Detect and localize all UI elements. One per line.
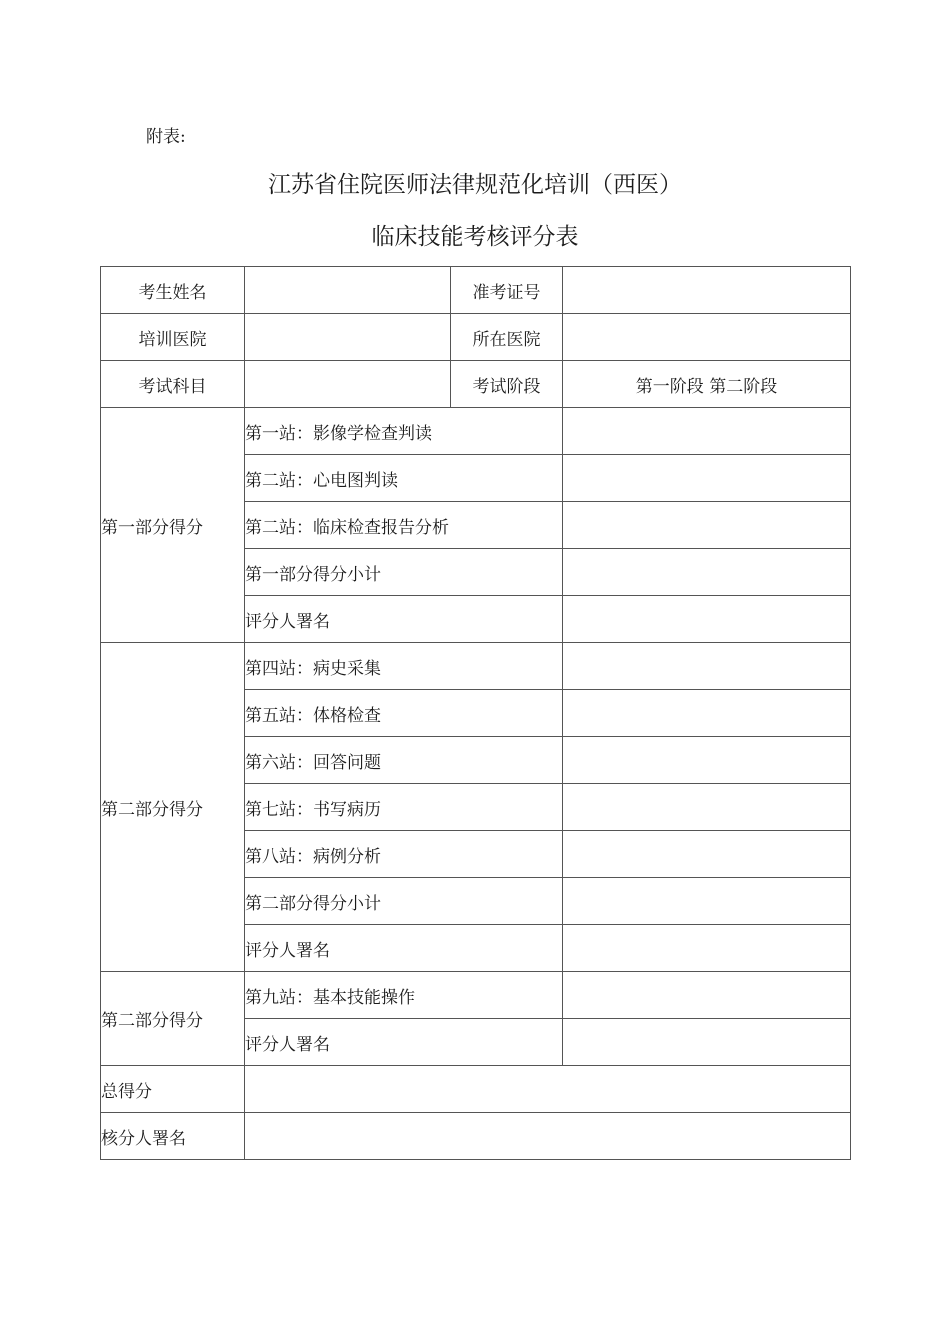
part1-item-label: 第二站：临床检查报告分析 (245, 502, 563, 549)
score-field[interactable] (563, 690, 851, 737)
current-hospital-label: 所在医院 (451, 314, 563, 361)
exam-id-label: 准考证号 (451, 267, 563, 314)
score-field[interactable] (563, 784, 851, 831)
score-field[interactable] (563, 455, 851, 502)
part3-grader-label: 评分人署名 (245, 1019, 563, 1066)
part2-item-label: 第四站：病史采集 (245, 643, 563, 690)
score-field[interactable] (563, 502, 851, 549)
total-score-label: 总得分 (101, 1066, 245, 1113)
total-score-field[interactable] (245, 1066, 851, 1113)
attachment-label: 附表: (146, 127, 186, 147)
checker-signature-label: 核分人署名 (101, 1113, 245, 1160)
signature-field[interactable] (563, 1019, 851, 1066)
table-row (101, 972, 851, 1019)
part1-item-label: 第一站：影像学检查判读 (245, 408, 563, 455)
part2-label: 第二部分得分 (101, 643, 245, 972)
part2-item-label: 第八站：病例分析 (245, 831, 563, 878)
training-hospital-label: 培训医院 (101, 314, 245, 361)
score-field[interactable] (563, 737, 851, 784)
subtotal-field[interactable] (563, 549, 851, 596)
part3-label: 第二部分得分 (101, 972, 245, 1066)
signature-field[interactable] (563, 596, 851, 643)
checker-signature-field[interactable] (245, 1113, 851, 1160)
part3-item-label: 第九站：基本技能操作 (245, 972, 563, 1019)
part2-item-label: 第五站：体格检查 (245, 690, 563, 737)
score-field[interactable] (563, 972, 851, 1019)
signature-field[interactable] (563, 925, 851, 972)
table-row (101, 1066, 851, 1113)
stage-label: 考试阶段 (451, 361, 563, 408)
name-label: 考生姓名 (101, 267, 245, 314)
subject-label: 考试科目 (101, 361, 245, 408)
table-row (101, 408, 851, 455)
part2-item-label: 第六站：回答问题 (245, 737, 563, 784)
subtotal-field[interactable] (563, 878, 851, 925)
part1-item-label: 第二站：心电图判读 (245, 455, 563, 502)
score-field[interactable] (563, 643, 851, 690)
exam-id-field[interactable] (563, 267, 851, 314)
table-row (101, 643, 851, 690)
score-field[interactable] (563, 408, 851, 455)
stage-options[interactable]: 第一阶段 第二阶段 (563, 361, 851, 408)
subject-field[interactable] (245, 361, 451, 408)
name-field[interactable] (245, 267, 451, 314)
score-field[interactable] (563, 831, 851, 878)
training-hospital-field[interactable] (245, 314, 451, 361)
part2-subtotal-label: 第二部分得分小计 (245, 878, 563, 925)
part1-subtotal-label: 第一部分得分小计 (245, 549, 563, 596)
current-hospital-field[interactable] (563, 314, 851, 361)
part1-grader-label: 评分人署名 (245, 596, 563, 643)
part2-item-label: 第七站：书写病历 (245, 784, 563, 831)
form-subtitle: 临床技能考核评分表 (371, 224, 579, 250)
table-row (101, 267, 851, 314)
form-title: 江苏省住院医师法律规范化培训（西医） (268, 172, 682, 198)
score-sheet-table (100, 266, 851, 1160)
table-row (101, 361, 851, 408)
table-row (101, 314, 851, 361)
part1-label: 第一部分得分 (101, 408, 245, 643)
table-row (101, 1113, 851, 1160)
part2-grader-label: 评分人署名 (245, 925, 563, 972)
